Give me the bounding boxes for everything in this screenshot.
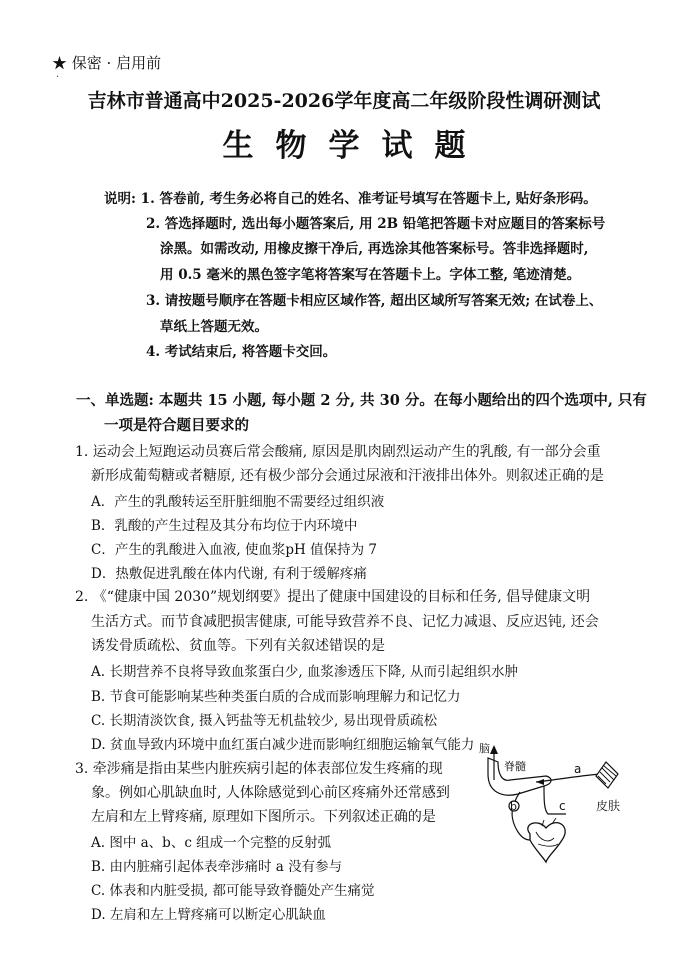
- option-a: A．产生的乳酸转运至肝脏细胞不需要经过组织液: [91, 494, 385, 510]
- arrow-a-icon: [536, 779, 544, 785]
- option-b: B. 由内脏痛引起体表牵涉痛时 a 没有参与: [91, 859, 343, 875]
- header-dot: ·: [56, 72, 60, 83]
- option-d: D. 贫血导致内环境中血红蛋白减少进而影响红细胞运输氧气能力: [91, 737, 475, 753]
- section-heading-line: 一、单选题: 本题共 15 小题, 每小题 2 分, 共 30 分。在每小题给出的四个选项中, 只有: [76, 392, 647, 409]
- label-skin: 皮肤: [596, 799, 621, 813]
- option-b: B．乳酸的产生过程及其分布均位于内环境中: [91, 518, 358, 534]
- instruction-line: 4. 考试结束后, 将答题卡交回。: [146, 344, 337, 360]
- option-d: D．热敷促进乳酸在体内代谢, 有利于缓解疼痛: [91, 566, 367, 582]
- question-stem: 象。例如心肌缺血时, 人体除感觉到心前区疼痛外还常感到: [91, 785, 450, 801]
- confidential-label: ★ 保密 · 启用前: [52, 54, 162, 72]
- heart-icon: [528, 823, 565, 862]
- section-heading-line: 一项是符合题目要求的: [104, 417, 249, 434]
- question-stem: 2. 《“健康中国 2030”规划纲要》提出了健康中国建设的目标和任务, 倡导健康文明: [75, 589, 591, 605]
- option-a: A. 图中 a、b、c 组成一个完整的反射弧: [91, 835, 332, 851]
- exam-title: 吉林市普通高中2025-2026学年度高二年级阶段性调研测试: [87, 90, 601, 112]
- instruction-line: 2. 答选择题时, 选出每小题答案后, 用 2B 铅笔把答题卡对应题目的答案标号: [146, 216, 606, 232]
- label-spinal-cord: 脊髓: [504, 760, 526, 773]
- label-brain: 脑: [479, 742, 490, 755]
- option-a: A. 长期营养不良将导致血浆蛋白少, 血浆渗透压下降, 从而引起组织水肿: [91, 664, 518, 680]
- label-a: a: [574, 762, 582, 776]
- label-c: c: [559, 799, 566, 813]
- arrow-up-icon: [490, 745, 498, 754]
- question-stem: 新形成葡萄糖或者糖原, 还有极少部分会通过尿液和汗液排出体外。则叙述正确的是: [91, 468, 604, 484]
- label-b: b: [510, 800, 517, 813]
- option-d: D. 左肩和左上臂疼痛可以断定心肌缺血: [91, 907, 326, 923]
- question-stem: 诱发骨质疏松、贫血等。下列有关叙述错误的是: [91, 638, 385, 654]
- question-stem: 左肩和左上臂疼痛, 原理如下图所示。下列叙述正确的是: [91, 809, 436, 825]
- instruction-line: 用 0.5 毫米的黑色签字笔将答案写在答题卡上。字体工整, 笔迹清楚。: [160, 267, 581, 283]
- option-c: C. 体表和内脏受损, 都可能导致脊髓处产生痛觉: [91, 883, 375, 899]
- instruction-line: 说明: 1. 答卷前, 考生务必将自己的姓名、准考证号填写在答题卡上, 贴好条形码。: [104, 191, 597, 207]
- option-b: B. 节食可能影响某些种类蛋白质的合成而影响理解力和记忆力: [91, 689, 461, 705]
- instruction-line: 涂黑。如需改动, 用橡皮擦干净后, 再选涂其他答案标号。答非选择题时,: [160, 241, 589, 257]
- instruction-line: 3. 请按题号顺序在答题卡相应区域作答, 超出区域所写答案无效; 在试卷上、: [146, 293, 603, 309]
- referred-pain-diagram: [474, 740, 634, 870]
- option-c: C. 长期清淡饮食, 摄入钙盐等无机盐较少, 易出现骨质疏松: [91, 713, 438, 729]
- neuron-a: [536, 774, 600, 782]
- question-stem: 生活方式。而节食减肥损害健康, 可能导致营养不良、记忆力减退、反应迟钝, 还会: [91, 614, 599, 630]
- question-stem: 1. 运动会上短跑运动员赛后常会酸痛, 原因是肌肉剧烈运动产生的乳酸, 有一部分会重: [75, 444, 601, 460]
- subject-title: 生物学试题: [222, 128, 488, 164]
- instruction-line: 草纸上答题无效。: [160, 319, 268, 335]
- question-stem: 3. 牵涉痛是指由某些内脏疾病引起的体表部位发生疼痛的现: [75, 761, 443, 777]
- option-c: C．产生的乳酸进入血液, 使血浆pH 值保持为 7: [91, 542, 377, 558]
